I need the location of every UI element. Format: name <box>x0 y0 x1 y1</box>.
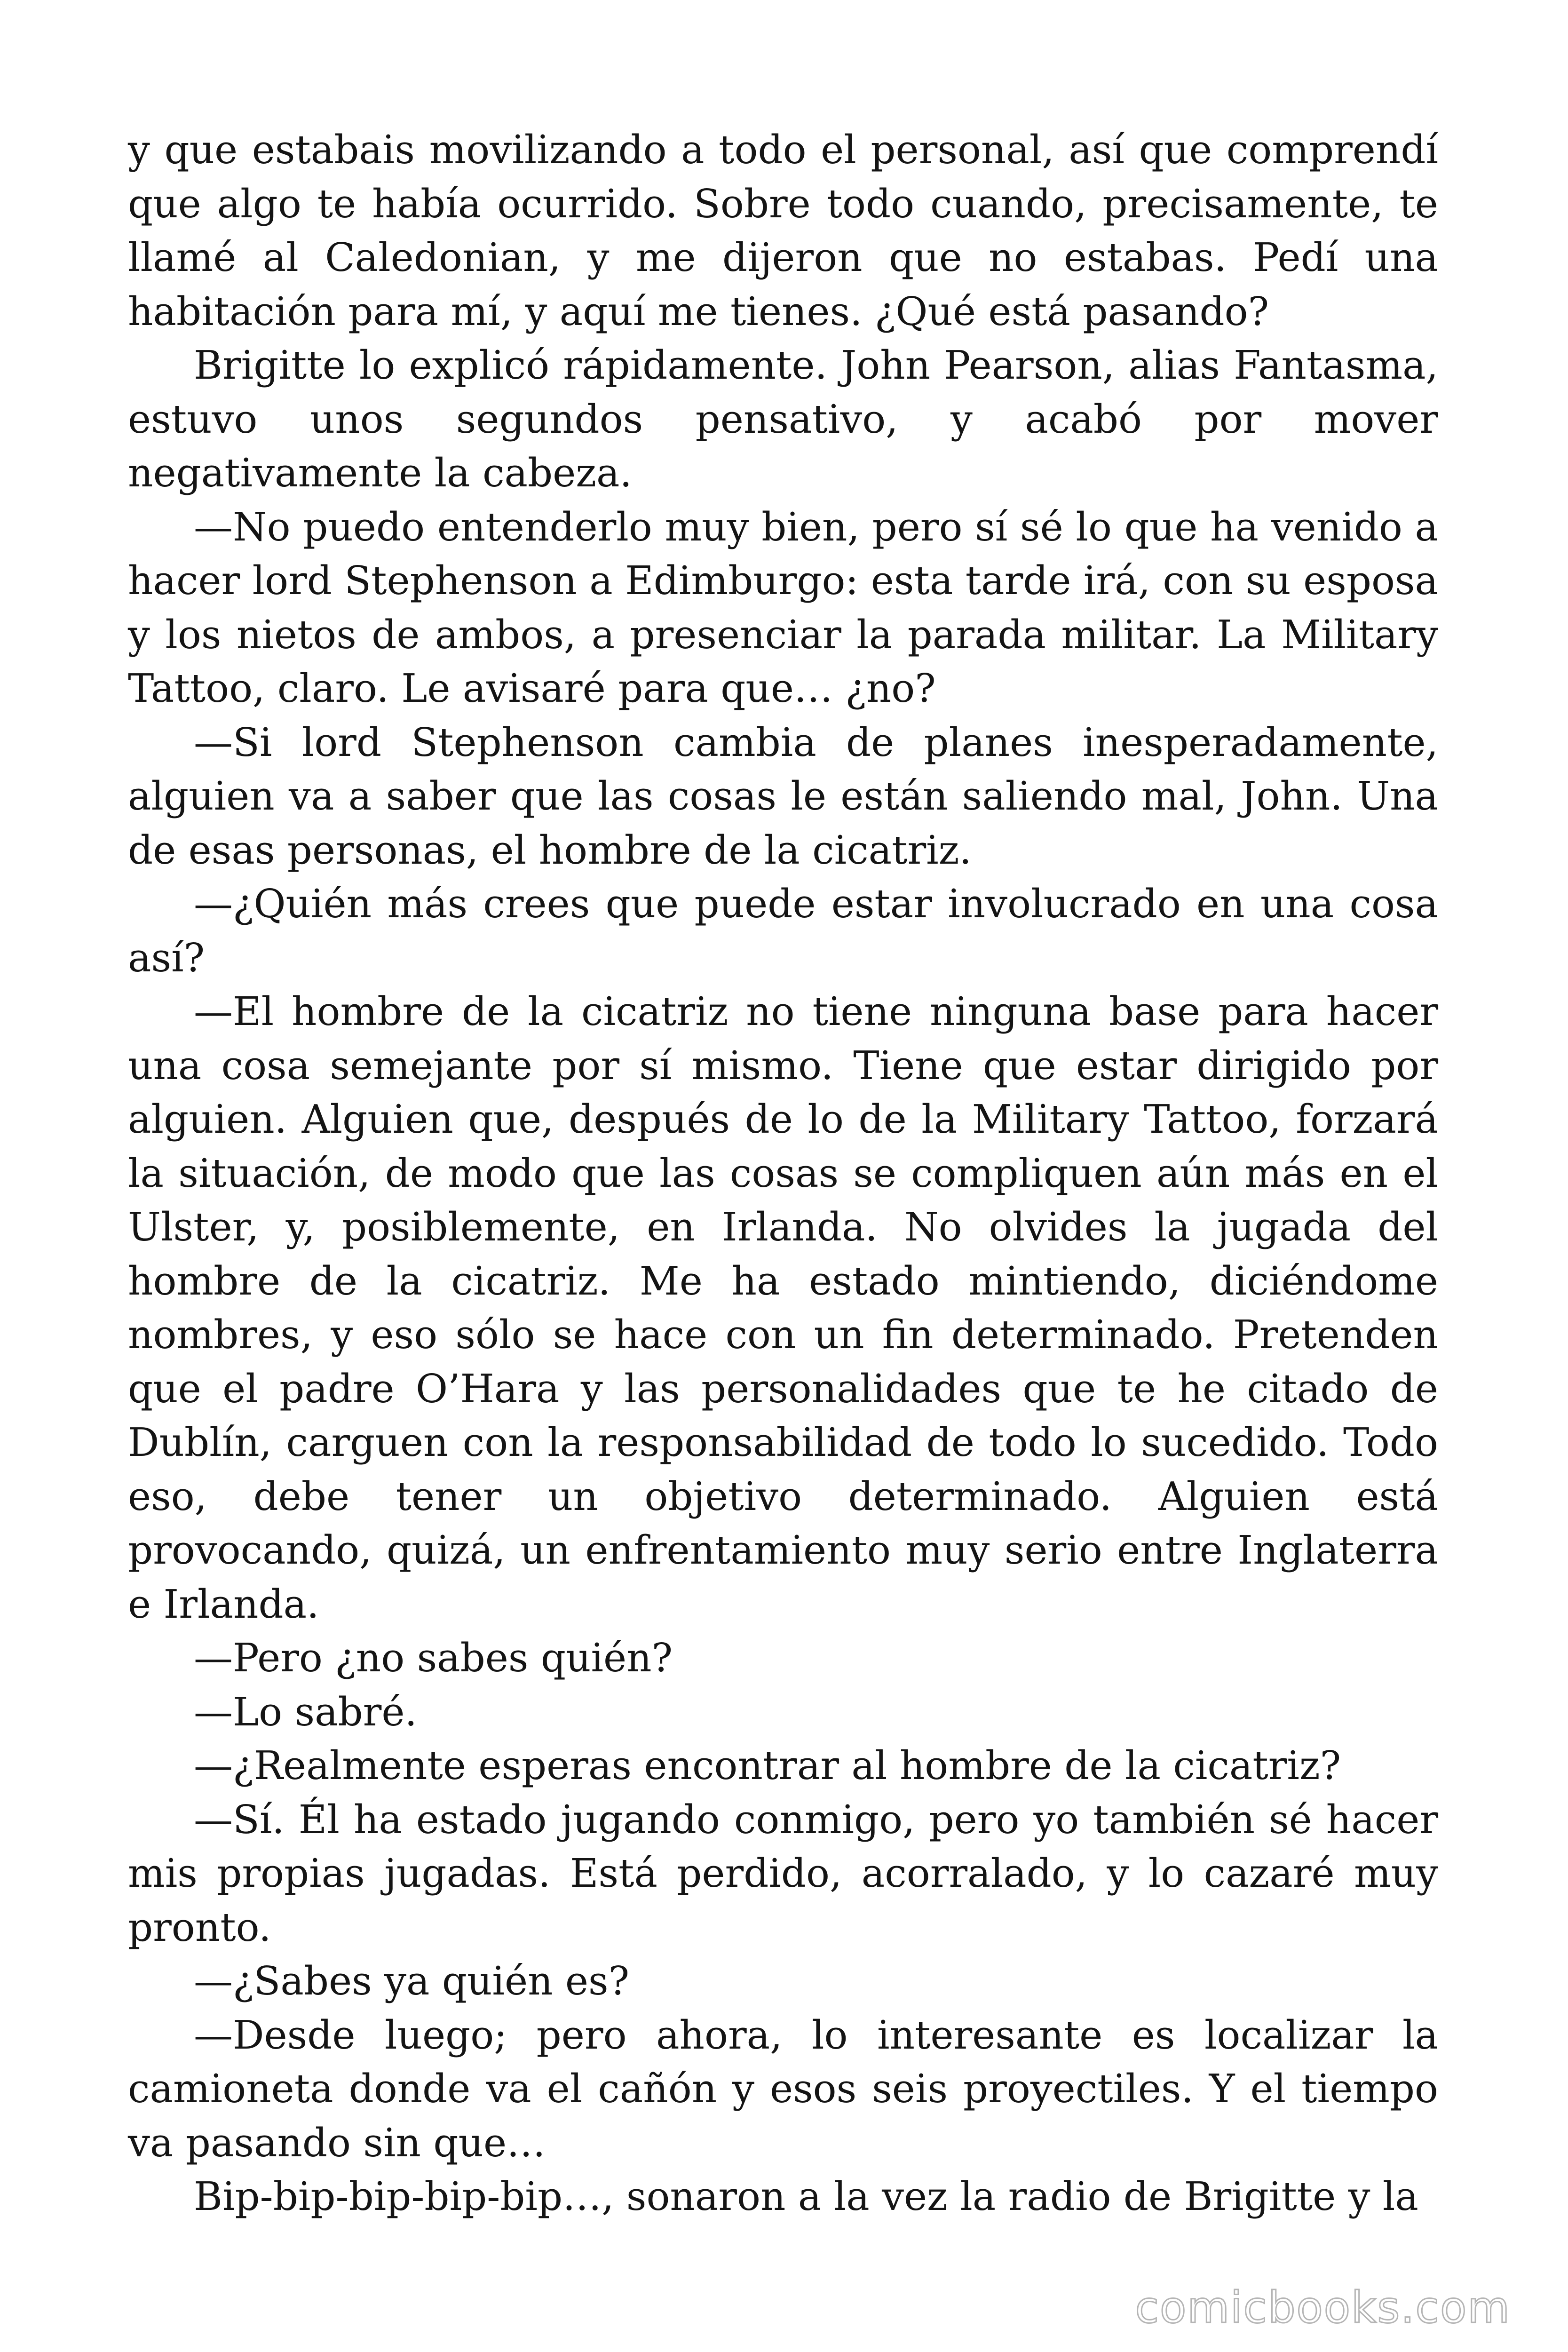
page-text <box>128 123 1438 2224</box>
paragraph: Brigitte lo explicó rápidamente. John Pearson, alias Fantasma, estuvo unos segundos pensativo, y acabó por mover negativamente la cabeza. <box>128 342 1438 496</box>
watermark: comicbooks.com <box>1135 2282 1511 2333</box>
paragraph: —Sí. Él ha estado jugando conmigo, pero yo también sé hacer mis propias jugadas. Está perdido, acorralado, y lo cazaré muy pronto. <box>128 1796 1438 1950</box>
paragraph-continued: y que estabais movilizando a todo el personal, así que comprendí que algo te había ocurrido. Sobre todo cuando, precisamente, te llamé al Caledonian, y me dijeron que no estabas. Pedí una habitación para mí, y aquí me tienes. ¿Qué está pasando? <box>128 127 1438 334</box>
paragraph: —Desde luego; pero ahora, lo interesante es localizar la camioneta donde va el cañón y esos seis proyectiles. Y el tiempo va pasando sin que… <box>128 2012 1438 2166</box>
paragraph: —Lo sabré. <box>194 1689 417 1735</box>
paragraph: —Si lord Stephenson cambia de planes inesperadamente, alguien va a saber que las cosas le están saliendo mal, John. Una de esas personas, el hombre de la cicatriz. <box>128 719 1438 873</box>
paragraph-truncated: Bip-bip-bip-bip-bip…, sonaron a la vez la radio de Brigitte y la <box>194 2174 1418 2219</box>
paragraph: —¿Realmente esperas encontrar al hombre de la cicatriz? <box>194 1743 1341 1788</box>
paragraph: —El hombre de la cicatriz no tiene ninguna base para hacer una cosa semejante por sí mismo. Tiene que estar dirigido por alguien. Alguien que, después de lo de la Military Tattoo, forzará la situación, de modo que las cosas se compliquen aún más en el Ulster, y, posiblemente, en Irlanda. No olvides la jugada del hombre de la cicatriz. Me ha estado mintiendo, diciéndome nombres, y eso sólo se hace con un fin determinado. Pretenden que el padre O’Hara y las personalidades que te he citado de Dublín, carguen con la responsabilidad de todo lo sucedido. Todo eso, debe tener un objetivo determinado. Alguien está provocando, quizá, un enfrentamiento muy serio entre Inglaterra e Irlanda. <box>128 989 1438 1627</box>
paragraph: —¿Quién más crees que puede estar involucrado en una cosa así? <box>128 881 1438 981</box>
paragraph: —¿Sabes ya quién es? <box>194 1958 630 2004</box>
paragraph: —Pero ¿no sabes quién? <box>194 1635 673 1681</box>
paragraph: —No puedo entenderlo muy bien, pero sí sé lo que ha venido a hacer lord Stephenson a Edimburgo: esta tarde irá, con su esposa y los nietos de ambos, a presenciar la parada militar. La Military Tattoo, claro. Le avisaré para que… ¿no? <box>128 504 1438 711</box>
